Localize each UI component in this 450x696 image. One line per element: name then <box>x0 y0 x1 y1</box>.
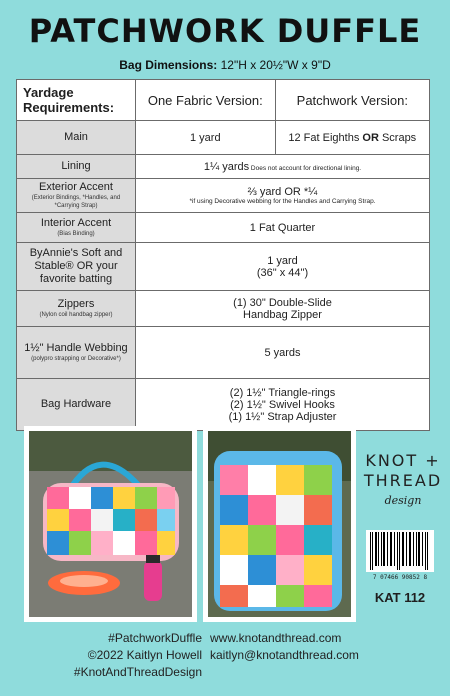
table-row <box>17 379 430 431</box>
brand-logo <box>358 451 448 511</box>
product-photo-right <box>203 426 356 622</box>
table-row <box>17 327 430 379</box>
row-value: 1 yard <box>136 121 276 155</box>
footer-left <box>62 630 202 681</box>
table-row <box>17 179 430 213</box>
brand-line2: THREAD <box>363 471 443 490</box>
row-label: 1½" Handle Webbing (polypro strapping or Decorative*) <box>17 327 136 379</box>
table-header-row <box>17 80 430 121</box>
footer-right <box>210 630 390 664</box>
row-value: 12 Fat Eighths OR Scraps <box>275 121 429 155</box>
product-photo-left <box>24 426 197 622</box>
email-link[interactable]: kaitlyn@knotandthread.com <box>210 648 359 662</box>
brand-script: design <box>384 494 422 507</box>
barcode-number: 7 07466 90852 8 <box>372 574 428 581</box>
row-value: (1) 30" Double-Slide Handbag Zipper <box>136 291 430 327</box>
table-row <box>17 155 430 179</box>
row-label: ByAnnie's Soft and Stable® OR your favorite batting <box>17 243 136 291</box>
website-link[interactable]: www.knotandthread.com <box>210 631 342 645</box>
copyright: ©2022 Kaitlyn Howell <box>87 648 202 662</box>
barcode <box>366 530 434 572</box>
row-label: Interior Accent (Bias Binding) <box>17 213 136 243</box>
one-fabric-header: One Fabric Version: <box>136 80 276 121</box>
yardage-table <box>16 79 430 431</box>
table-row <box>17 291 430 327</box>
table-row <box>17 243 430 291</box>
row-value: 1 Fat Quarter <box>136 213 430 243</box>
brand-line1: KNOT + <box>365 451 441 470</box>
row-label: Main <box>17 121 136 155</box>
row-label: Bag Hardware <box>17 379 136 431</box>
row-value: 1 yard (36" x 44") <box>136 243 430 291</box>
row-label: Lining <box>17 155 136 179</box>
duffle-bag-closeup-photo <box>208 431 351 617</box>
table-row <box>17 213 430 243</box>
row-value: (2) 1½" Triangle-rings (2) 1½" Swivel Hooks (1) 1½" Strap Adjuster <box>136 379 430 431</box>
row-value: ⅔ yard OR *¼ *if using Decorative webbing for the Handles and Carrying Strap. <box>136 179 430 213</box>
bag-dimensions <box>0 58 450 72</box>
patchwork-header: Patchwork Version: <box>275 80 429 121</box>
hashtag-patchwork: #PatchworkDuffle <box>108 631 202 645</box>
sku-label: KAT 112 <box>374 590 426 605</box>
table-row <box>17 121 430 155</box>
row-label: Zippers (Nylon coil handbag zipper) <box>17 291 136 327</box>
bag-dimensions-value: 12"H x 20½"W x 9"D <box>220 58 331 72</box>
duffle-bag-photo <box>29 431 192 617</box>
page-title: PATCHWORK DUFFLE <box>28 12 422 50</box>
yardage-header: Yardage Requirements: <box>17 80 136 121</box>
row-label: Exterior Accent (Exterior Bindings, *Handles, and *Carrying Strap) <box>17 179 136 213</box>
bag-dimensions-label: Bag Dimensions: <box>119 58 218 72</box>
hashtag-brand: #KnotAndThreadDesign <box>73 665 202 679</box>
row-value: 1¼ yards Does not account for directional lining. <box>136 155 430 179</box>
row-value: 5 yards <box>136 327 430 379</box>
